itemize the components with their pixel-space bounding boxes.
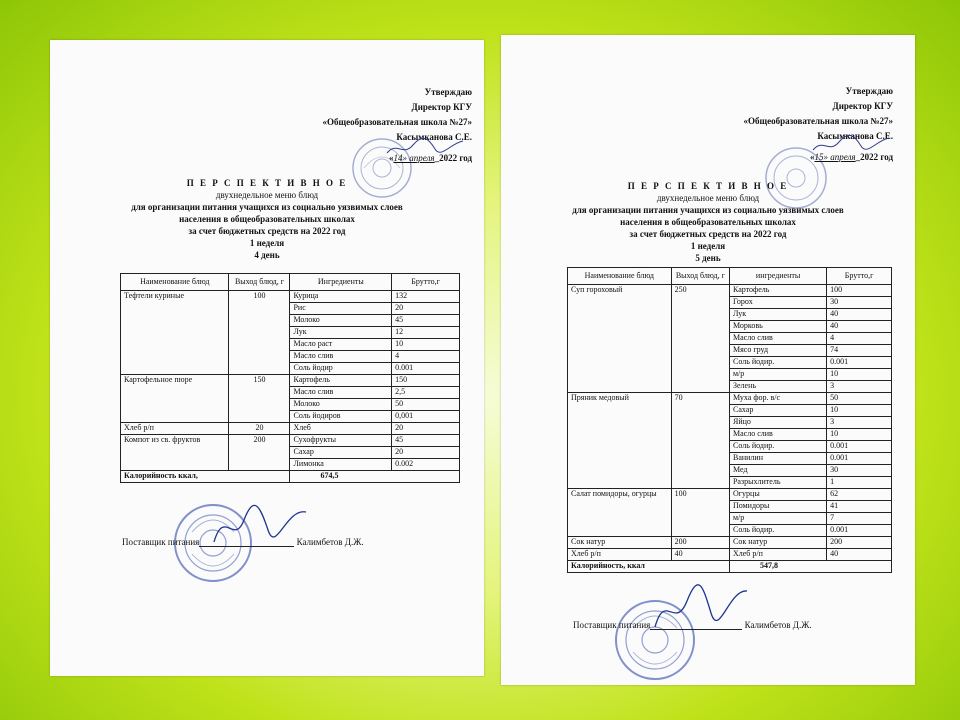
ingredient-name: Яйцо (729, 417, 826, 429)
ingredient-gross-weight: 0.002 (392, 459, 460, 471)
approval-line: «Общеобразовательная школа №27» (322, 117, 472, 127)
dish-name: Суп гороховый (568, 285, 672, 393)
ingredient-gross-weight: 1 (827, 477, 892, 489)
title-line: для организации питания учащихся из социально уязвимых слоев (131, 202, 403, 212)
column-header: Выход блюд, г (671, 268, 729, 285)
table-row (568, 285, 892, 297)
ingredient-gross-weight: 100 (827, 285, 892, 297)
week-label: 1 неделя (249, 238, 285, 248)
ingredient-name: Сахар (290, 447, 392, 459)
table-row (121, 435, 460, 447)
table-row (568, 393, 892, 405)
ingredient-name: Масло слив (729, 333, 826, 345)
ingredient-name: Сухофрукты (290, 435, 392, 447)
ingredient-name: Соль йодир. (729, 441, 826, 453)
ingredient-name: Картофель (290, 375, 392, 387)
ingredient-gross-weight: 0.001 (827, 453, 892, 465)
ingredient-gross-weight: 0.001 (827, 441, 892, 453)
ingredient-name: Лук (729, 309, 826, 321)
ingredient-name: Молоко (290, 315, 392, 327)
ingredient-name: Соль йодир. (729, 525, 826, 537)
ingredient-gross-weight: 2,5 (392, 387, 460, 399)
ingredient-gross-weight: 62 (827, 489, 892, 501)
ingredient-gross-weight: 0.001 (827, 357, 892, 369)
supplier-line (122, 537, 364, 547)
ingredient-gross-weight: 41 (827, 501, 892, 513)
dish-name: Салат помидоры, огурцы (568, 489, 672, 537)
calories-row (568, 561, 892, 573)
ingredient-gross-weight: 30 (827, 297, 892, 309)
ingredient-gross-weight: 45 (392, 435, 460, 447)
ingredient-name: Сок натур (729, 537, 826, 549)
dish-name: Хлеб р/п (121, 423, 229, 435)
approval-line: Утверждаю (845, 86, 893, 96)
ingredient-gross-weight: 40 (827, 549, 892, 561)
ingredient-gross-weight: 4 (827, 333, 892, 345)
ingredient-name: Соль йодир. (729, 357, 826, 369)
ingredient-name: Лук (290, 327, 392, 339)
dish-yield: 20 (229, 423, 290, 435)
dish-yield: 250 (671, 285, 729, 393)
ingredient-name: Помидоры (729, 501, 826, 513)
column-header: Ингредиенты (290, 274, 392, 291)
column-header: Выход блюд, г (229, 274, 290, 291)
column-header: Брутто,г (392, 274, 460, 291)
title-heading: П Е Р С П Е К Т И В Н О Е (627, 181, 789, 191)
ingredient-name: Соль йодир (290, 363, 392, 375)
ingredient-name: Масло слив (290, 387, 392, 399)
ingredient-gross-weight: 150 (392, 375, 460, 387)
ingredient-name: Сахар (729, 405, 826, 417)
ingredient-name: Масло слив (729, 429, 826, 441)
ingredient-gross-weight: 12 (392, 327, 460, 339)
approval-date: «14» апреля_2022 год (388, 153, 472, 163)
title-heading: П Е Р С П Е К Т И В Н О Е (186, 178, 348, 188)
menu-table (120, 273, 460, 483)
supplier-label: Поставщик питания (573, 620, 651, 630)
handwritten-date: 15» апреля (814, 152, 856, 162)
director-signature (811, 132, 891, 156)
ingredient-gross-weight: 0.001 (392, 363, 460, 375)
approval-line: Утверждаю (424, 87, 472, 97)
calories-value: 674,5 (290, 471, 460, 483)
ingredient-gross-weight: 20 (392, 423, 460, 435)
approval-line: «Общеобразовательная школа №27» (743, 116, 893, 126)
title-line: за счет бюджетных средств на 2022 год (188, 226, 346, 236)
ingredient-gross-weight: 10 (827, 429, 892, 441)
ingredient-gross-weight: 10 (392, 339, 460, 351)
handwritten-date: 14» апреля (393, 153, 435, 163)
dish-name: Сок натур (568, 537, 672, 549)
ingredient-gross-weight: 10 (827, 369, 892, 381)
dish-yield: 100 (671, 489, 729, 537)
ingredient-name: Мясо груд (729, 345, 826, 357)
title-line: населения в общеобразовательных школах (620, 217, 796, 227)
ingredient-name: Соль йодиров (290, 411, 392, 423)
menu-sheet-day-4 (50, 40, 484, 676)
ingredient-gross-weight: 20 (392, 303, 460, 315)
ingredient-name: м/р (729, 513, 826, 525)
approval-line: Директор КГУ (411, 102, 472, 112)
calories-row (121, 471, 460, 483)
dish-yield: 70 (671, 393, 729, 489)
ingredient-name: Картофель (729, 285, 826, 297)
table-row (568, 489, 892, 501)
ingredient-name: Огурцы (729, 489, 826, 501)
ingredient-gross-weight: 4 (392, 351, 460, 363)
ingredient-name: Морковь (729, 321, 826, 333)
dish-name: Компот из св. фруктов (121, 435, 229, 471)
director-signature (385, 135, 465, 159)
week-label: 1 неделя (690, 241, 726, 251)
ingredient-name: Разрыхлитель (729, 477, 826, 489)
calories-label: Калорийность ккал, (121, 471, 290, 483)
ingredient-gross-weight: 74 (827, 345, 892, 357)
title-line: двухнедельное меню блюд (656, 193, 760, 203)
ingredient-gross-weight: 7 (827, 513, 892, 525)
column-header: Брутто,г (827, 268, 892, 285)
calories-value: 547,8 (729, 561, 891, 573)
ingredient-name: Хлеб р/п (729, 549, 826, 561)
ingredient-gross-weight: 45 (392, 315, 460, 327)
ingredient-name: Курица (290, 291, 392, 303)
table-row (568, 549, 892, 561)
column-header: ингредиенты (729, 268, 826, 285)
ingredient-name: Мед (729, 465, 826, 477)
ingredient-gross-weight: 200 (827, 537, 892, 549)
ingredient-gross-weight: 3 (827, 417, 892, 429)
title-line: за счет бюджетных средств на 2022 год (629, 229, 787, 239)
supplier-name: Калимбетов Д.Ж. (296, 537, 364, 547)
ingredient-gross-weight: 10 (827, 405, 892, 417)
ingredient-gross-weight: 50 (827, 393, 892, 405)
ingredient-gross-weight: 132 (392, 291, 460, 303)
ingredient-name: Ванилин (729, 453, 826, 465)
ingredient-name: Зелень (729, 381, 826, 393)
table-row (121, 423, 460, 435)
document-title (501, 180, 915, 264)
ingredient-name: Молоко (290, 399, 392, 411)
ingredient-name: Лимонка (290, 459, 392, 471)
column-header: Наименование блюд (121, 274, 229, 291)
dish-name: Тефтели куриные (121, 291, 229, 375)
supplier-name: Калимбетов Д.Ж. (744, 620, 812, 630)
approval-line: Директор КГУ (832, 101, 893, 111)
dish-yield: 100 (229, 291, 290, 375)
supplier-label: Поставщик питания (122, 537, 200, 547)
table-row (121, 291, 460, 303)
approval-signer: Касымканова С.Е. (396, 132, 472, 142)
table-row (568, 537, 892, 549)
ingredient-gross-weight: 30 (827, 465, 892, 477)
approval-date: «15» апреля_2022 год (809, 152, 893, 162)
supplier-line (573, 620, 812, 630)
table-header-row (121, 274, 460, 291)
ingredient-name: Масло слив (290, 351, 392, 363)
ingredient-name: Масло раст (290, 339, 392, 351)
ingredient-gross-weight: 20 (392, 447, 460, 459)
column-header: Наименование блюд (568, 268, 672, 285)
menu-table (567, 267, 892, 573)
title-line: для организации питания учащихся из социально уязвимых слоев (572, 205, 844, 215)
document-title (50, 177, 484, 261)
dish-name: Пряник медовый (568, 393, 672, 489)
menu-sheet-day-5 (501, 35, 915, 685)
ingredient-gross-weight: 50 (392, 399, 460, 411)
dish-yield: 40 (671, 549, 729, 561)
ingredient-name: Рис (290, 303, 392, 315)
dish-yield: 200 (229, 435, 290, 471)
table-header-row (568, 268, 892, 285)
table-row (121, 375, 460, 387)
ingredient-name: Горох (729, 297, 826, 309)
dish-name: Хлеб р/п (568, 549, 672, 561)
ingredient-gross-weight: 40 (827, 321, 892, 333)
dish-yield: 150 (229, 375, 290, 423)
title-line: населения в общеобразовательных школах (179, 214, 355, 224)
calories-label: Калорийность, ккал (568, 561, 730, 573)
approval-signer: Касымканова С.Е. (817, 131, 893, 141)
ingredient-gross-weight: 40 (827, 309, 892, 321)
dish-name: Картофельное пюре (121, 375, 229, 423)
ingredient-name: Муха фор. в/с (729, 393, 826, 405)
title-line: двухнедельное меню блюд (215, 190, 319, 200)
dish-yield: 200 (671, 537, 729, 549)
ingredient-name: Хлеб (290, 423, 392, 435)
day-label: 4 день (254, 250, 280, 260)
day-label: 5 день (695, 253, 721, 263)
ingredient-name: м/р (729, 369, 826, 381)
ingredient-gross-weight: 0.001 (827, 525, 892, 537)
ingredient-gross-weight: 3 (827, 381, 892, 393)
ingredient-gross-weight: 0,001 (392, 411, 460, 423)
